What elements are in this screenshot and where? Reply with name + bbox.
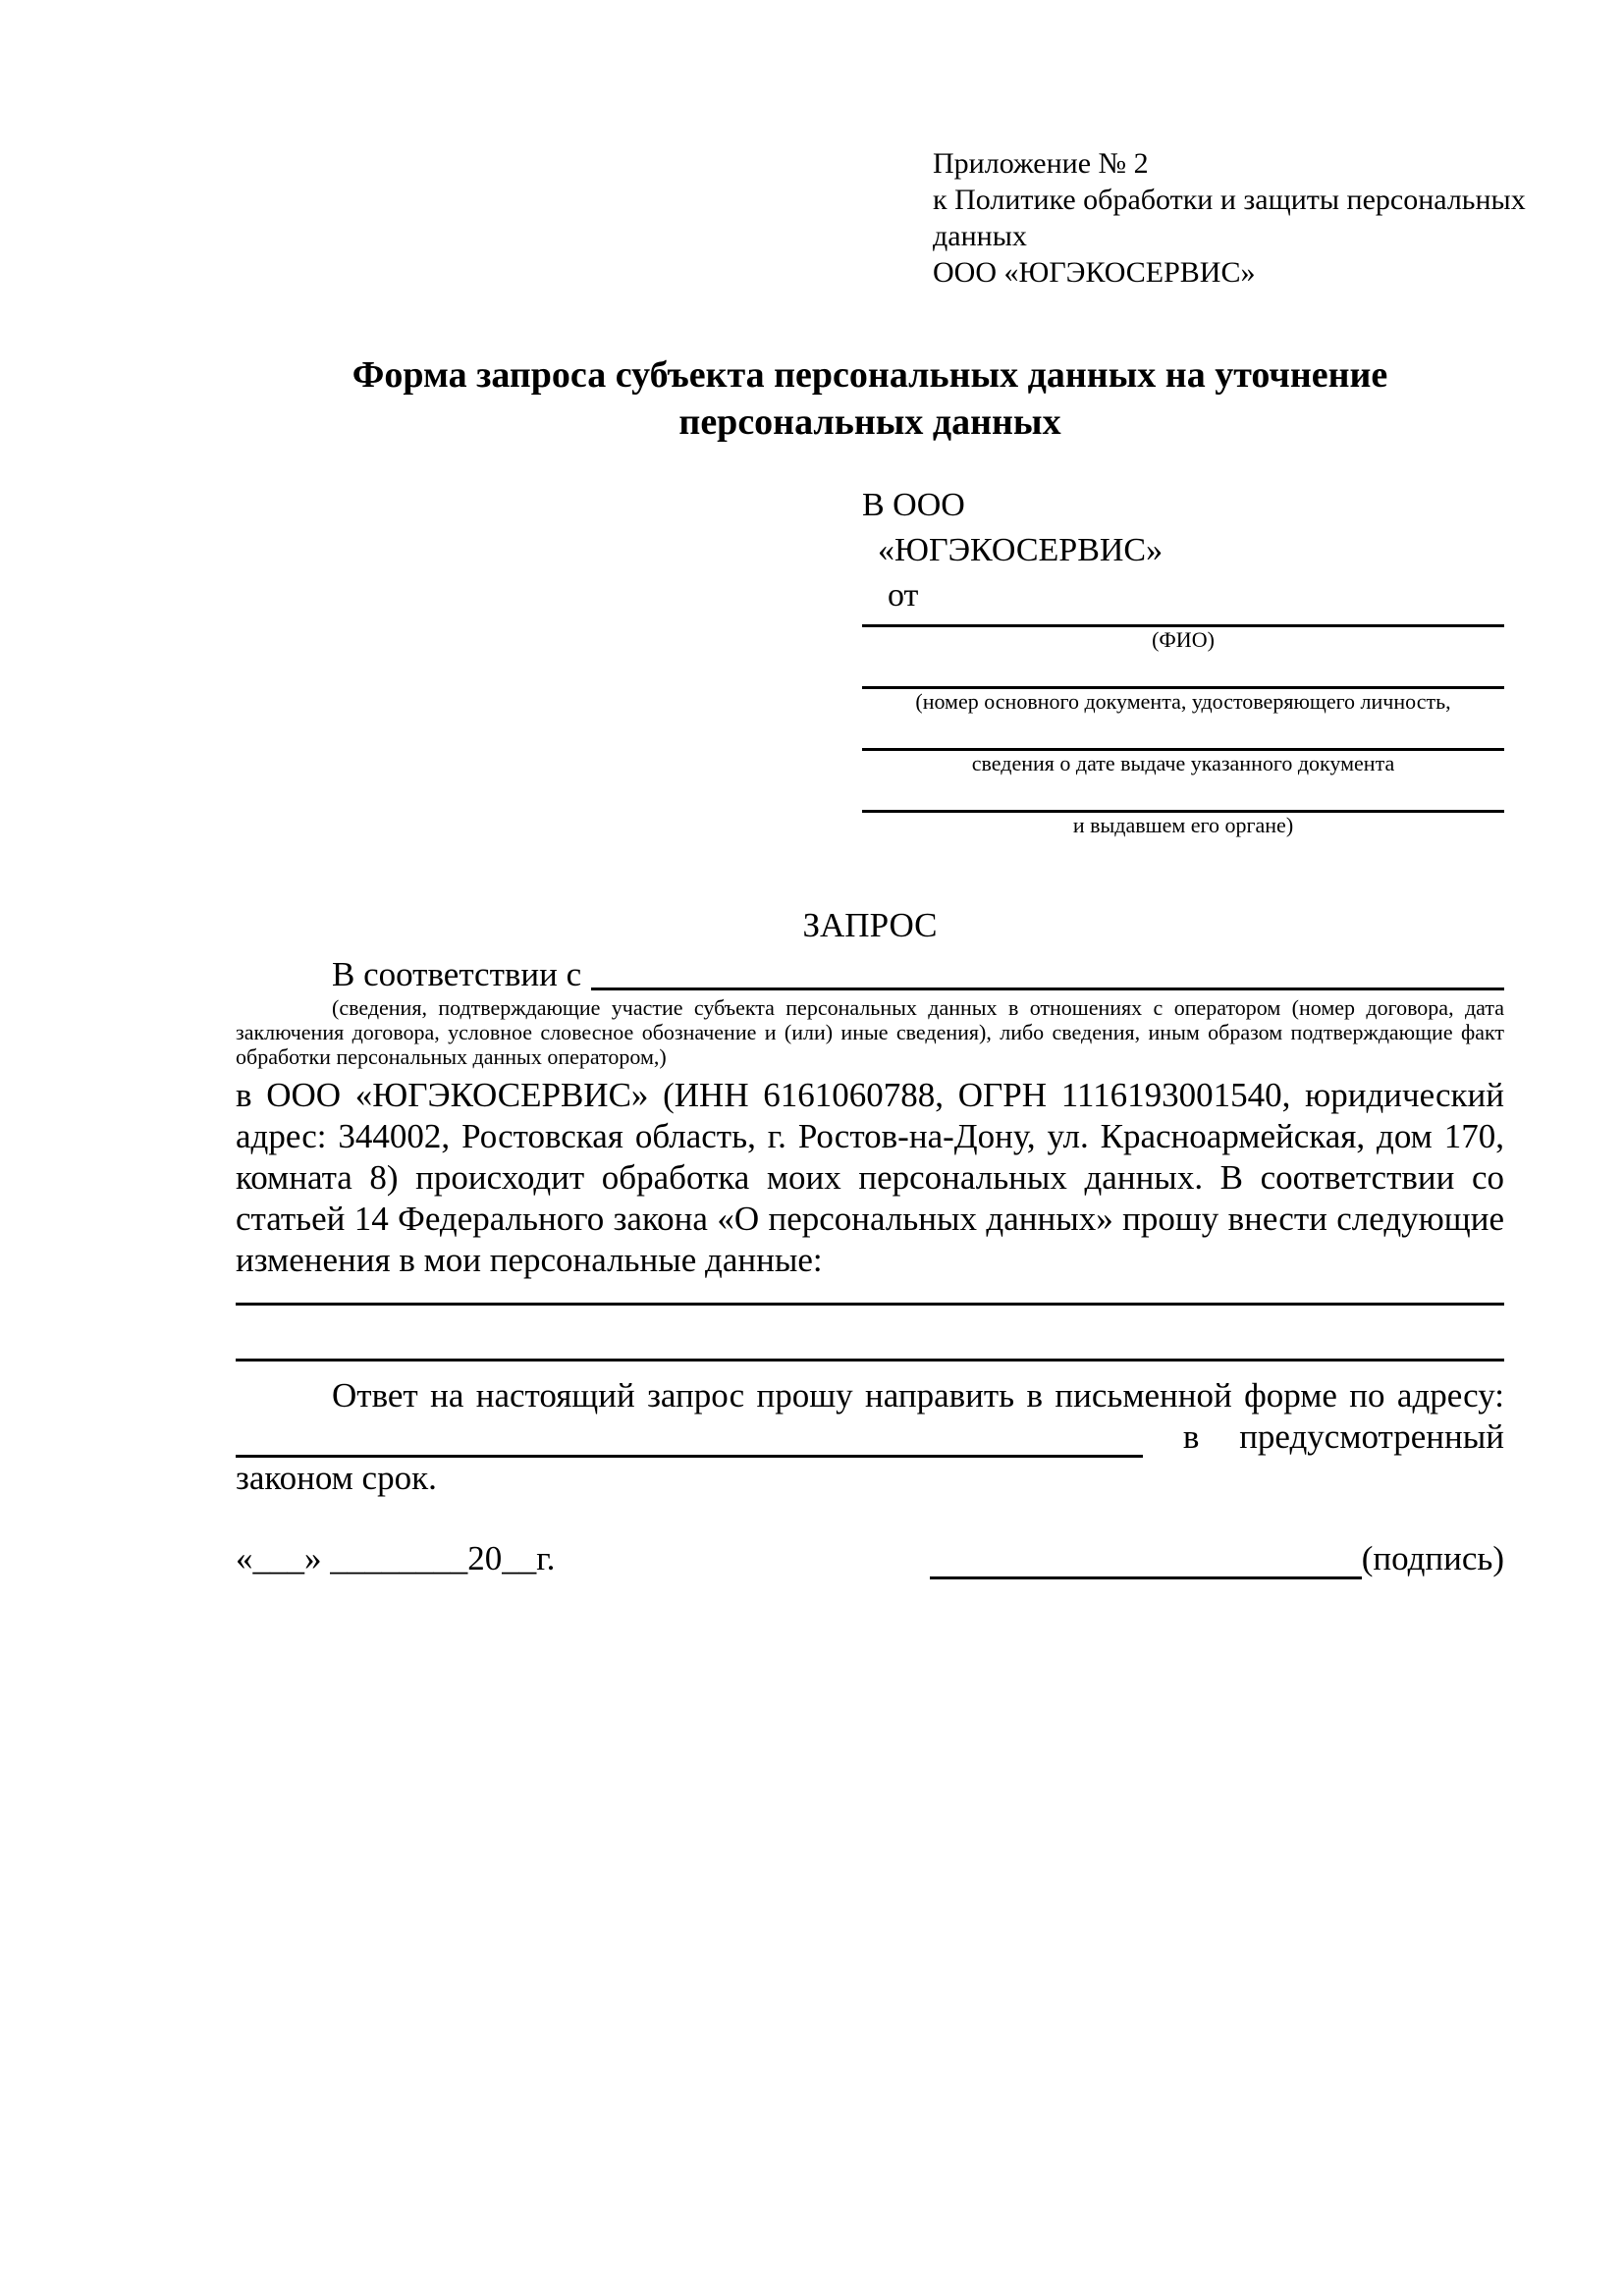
signature-blank-line — [930, 1541, 1362, 1579]
appendix-header-line: ООО «ЮГЭКОСЕРВИС» — [933, 256, 1256, 289]
signature-caption: (подпись) — [1361, 1539, 1504, 1577]
document-issuer-caption: и выдавшем его органе) — [1072, 813, 1294, 837]
document-number-blank-line — [862, 653, 1504, 689]
document-title — [236, 351, 1504, 446]
answer-closing-line: законом срок. — [236, 1459, 437, 1497]
request-body-paragraph: в ООО «ЮГЭКОСЕРВИС» (ИНН 6161060788, ОГРН 1116193001540, юридический адрес: 344002, Ростовская область, г. Ростов-на-Дону, ул. Красноармейская, дом 170, комната 8) происходит обработка моих персональных данных. В соответствии со статьей 14 Федерального закона «О персональных данных» прошу внести следующие изменения в мои персональные данные: — [236, 1076, 1504, 1279]
answer-word-a: в — [1182, 1417, 1200, 1456]
answer-address-row — [236, 1416, 1504, 1458]
signature-area — [930, 1538, 1504, 1579]
changes-blank-line-2 — [236, 1306, 1504, 1362]
intro-caption: (сведения, подтверждающие участие субъекта персональных данных в отношениях с оператором (номер договора, дата заключения договора, условное словесное обозначение и (или) иные сведения), либо сведения, иным образом подтверждающие факт обработки персональных данных оператором,) — [236, 995, 1504, 1069]
appendix-header-line: Приложение № 2 — [933, 147, 1149, 180]
document-title-line2: персональных данных — [678, 401, 1061, 443]
addressee-org-line2: «ЮГЭКОСЕРВИС» — [878, 532, 1164, 568]
address-blank-line — [236, 1419, 1143, 1458]
appendix-header — [933, 145, 1526, 291]
document-issuer-blank-line — [862, 776, 1504, 813]
intro-label: В соответствии с — [332, 955, 582, 993]
appendix-header-line: данных — [933, 220, 1027, 252]
addressee-org-line1: В ООО — [862, 487, 965, 523]
fio-blank-line — [862, 618, 1504, 627]
intro-row — [236, 954, 1504, 995]
answer-address-line: Ответ на настоящий запрос прошу направить в письменной форме по адресу: — [332, 1376, 1504, 1415]
fio-caption: (ФИО) — [1152, 627, 1215, 652]
document-issue-date-caption: сведения о дате выдаче указанного документа — [971, 751, 1395, 775]
changes-blank-line-1 — [236, 1281, 1504, 1306]
document-number-caption: (номер основного документа, удостоверяющего личность, — [915, 689, 1451, 714]
request-heading: ЗАПРОС — [802, 906, 938, 944]
answer-word-b: предусмотренный — [1239, 1417, 1504, 1456]
date-blank: «___» ________20__г. — [236, 1539, 556, 1577]
document-issue-date-blank-line — [862, 715, 1504, 751]
intro-blank-line — [591, 954, 1504, 990]
addressee-block — [862, 483, 1504, 838]
addressee-from-label: от — [888, 577, 919, 614]
footer-row — [236, 1538, 1504, 1579]
appendix-header-line: к Политике обработки и защиты персональных — [933, 184, 1526, 216]
document-title-line1: Форма запроса субъекта персональных данных на уточнение — [352, 354, 1388, 396]
